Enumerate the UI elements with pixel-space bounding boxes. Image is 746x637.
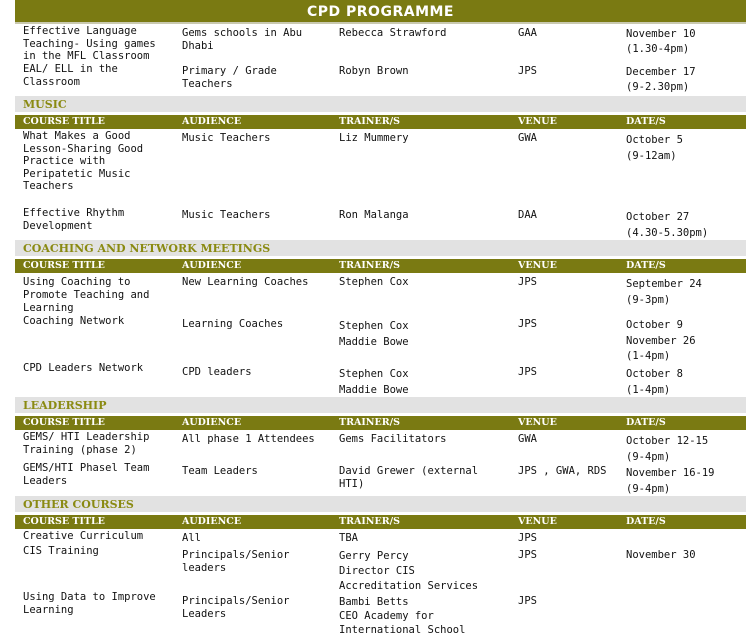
header-course-title: COURSE TITLE bbox=[23, 116, 105, 127]
trainer: Robyn Brown bbox=[339, 65, 409, 77]
section-music: MUSIC bbox=[15, 96, 746, 112]
date: October 8 (1-4pm) bbox=[626, 368, 683, 396]
course-title: CPD Leaders Network bbox=[23, 362, 144, 374]
trainer: Gerry Percy Director CIS Accreditation Services bbox=[339, 550, 479, 592]
course-title: Creative Curriculum bbox=[23, 530, 144, 542]
course-title: EAL/ ELL in the Classroom bbox=[23, 63, 118, 88]
header-audience: AUDIENCE bbox=[182, 260, 242, 271]
trainer: Stephen Cox Maddie Bowe bbox=[339, 368, 409, 396]
audience: All bbox=[182, 532, 201, 544]
audience: All phase 1 Attendees bbox=[182, 433, 315, 445]
venue: JPS , GWA, RDS bbox=[518, 465, 607, 477]
header-trainers: TRAINER/S bbox=[339, 260, 400, 271]
header-audience: AUDIENCE bbox=[182, 116, 242, 127]
venue: DAA bbox=[518, 209, 537, 221]
audience: Principals/Senior Leaders bbox=[182, 595, 290, 620]
trainer: TBA bbox=[339, 532, 358, 544]
course-title: Coaching Network bbox=[23, 315, 125, 327]
header-course-title: COURSE TITLE bbox=[23, 260, 105, 271]
course-title: GEMS/HTI Phasel Team Leaders bbox=[23, 462, 150, 487]
trainer: Gems Facilitators bbox=[339, 433, 447, 445]
audience: Team Leaders bbox=[182, 465, 258, 477]
venue: JPS bbox=[518, 366, 537, 378]
trainer: David Grewer (external HTI) bbox=[339, 465, 479, 490]
course-title: Using Coaching to Promote Teaching and Learning bbox=[23, 276, 150, 314]
header-trainers: TRAINER/S bbox=[339, 417, 400, 428]
trainer: Bambi Betts CEO Academy for International School bbox=[339, 596, 466, 636]
page-title: CPD PROGRAMME bbox=[15, 0, 746, 24]
trainer: Liz Mummery bbox=[339, 132, 409, 144]
trainer: Stephen Cox bbox=[339, 276, 409, 288]
course-title: Using Data to Improve Learning bbox=[23, 591, 156, 616]
table-header bbox=[15, 259, 746, 273]
audience: Principals/Senior leaders bbox=[182, 549, 290, 574]
date: October 27 (4.30-5.30pm) bbox=[626, 211, 709, 239]
section-coaching: COACHING AND NETWORK MEETINGS bbox=[15, 240, 746, 256]
audience: Music Teachers bbox=[182, 209, 271, 221]
course-title: GEMS/ HTI Leadership Training (phase 2) bbox=[23, 431, 150, 456]
venue: GWA bbox=[518, 433, 537, 445]
header-trainers: TRAINER/S bbox=[339, 116, 400, 127]
date: November 16-19 (9-4pm) bbox=[626, 467, 715, 495]
audience: New Learning Coaches bbox=[182, 276, 309, 288]
date: October 5 (9-12am) bbox=[626, 134, 683, 162]
date: November 30 bbox=[626, 549, 696, 561]
trainer: Stephen Cox Maddie Bowe bbox=[339, 320, 409, 348]
venue: GAA bbox=[518, 27, 537, 39]
header-venue: VENUE bbox=[518, 260, 557, 271]
header-dates: DATE/S bbox=[626, 116, 666, 127]
audience: Gems schools in Abu Dhabi bbox=[182, 27, 303, 52]
course-title: Effective Language Teaching- Using games in the MFL Classroom bbox=[23, 25, 156, 62]
date: September 24 (9-3pm) bbox=[626, 278, 702, 306]
header-course-title: COURSE TITLE bbox=[23, 516, 105, 527]
venue: JPS bbox=[518, 318, 537, 330]
date: December 17 (9-2.30pm) bbox=[626, 66, 696, 93]
audience: Primary / Grade Teachers bbox=[182, 65, 277, 90]
trainer: Ron Malanga bbox=[339, 209, 409, 221]
venue: JPS bbox=[518, 65, 537, 77]
table-header bbox=[15, 115, 746, 129]
course-title: Effective Rhythm Development bbox=[23, 207, 125, 232]
section-other-courses: OTHER COURSES bbox=[15, 496, 746, 512]
audience: Music Teachers bbox=[182, 132, 271, 144]
header-venue: VENUE bbox=[518, 417, 557, 428]
header-dates: DATE/S bbox=[626, 260, 666, 271]
header-dates: DATE/S bbox=[626, 516, 666, 527]
header-course-title: COURSE TITLE bbox=[23, 417, 105, 428]
date: November 10 (1.30-4pm) bbox=[626, 28, 696, 55]
date: October 12-15 (9-4pm) bbox=[626, 435, 709, 463]
venue: JPS bbox=[518, 595, 537, 607]
header-venue: VENUE bbox=[518, 516, 557, 527]
header-dates: DATE/S bbox=[626, 417, 666, 428]
venue: JPS bbox=[518, 276, 537, 288]
date: October 9 November 26 (1-4pm) bbox=[626, 319, 696, 362]
header-trainers: TRAINER/S bbox=[339, 516, 400, 527]
header-venue: VENUE bbox=[518, 116, 557, 127]
trainer: Rebecca Strawford bbox=[339, 27, 447, 39]
table-header bbox=[15, 416, 746, 430]
venue: GWA bbox=[518, 132, 537, 144]
audience: Learning Coaches bbox=[182, 318, 284, 330]
course-title: What Makes a Good Lesson-Sharing Good Practice with Peripatetic Music Teachers bbox=[23, 130, 144, 192]
audience: CPD leaders bbox=[182, 366, 252, 378]
section-leadership: LEADERSHIP bbox=[15, 397, 746, 413]
venue: JPS bbox=[518, 549, 537, 561]
venue: JPS bbox=[518, 532, 537, 544]
header-audience: AUDIENCE bbox=[182, 516, 242, 527]
course-title: CIS Training bbox=[23, 545, 99, 557]
header-audience: AUDIENCE bbox=[182, 417, 242, 428]
table-header bbox=[15, 515, 746, 529]
